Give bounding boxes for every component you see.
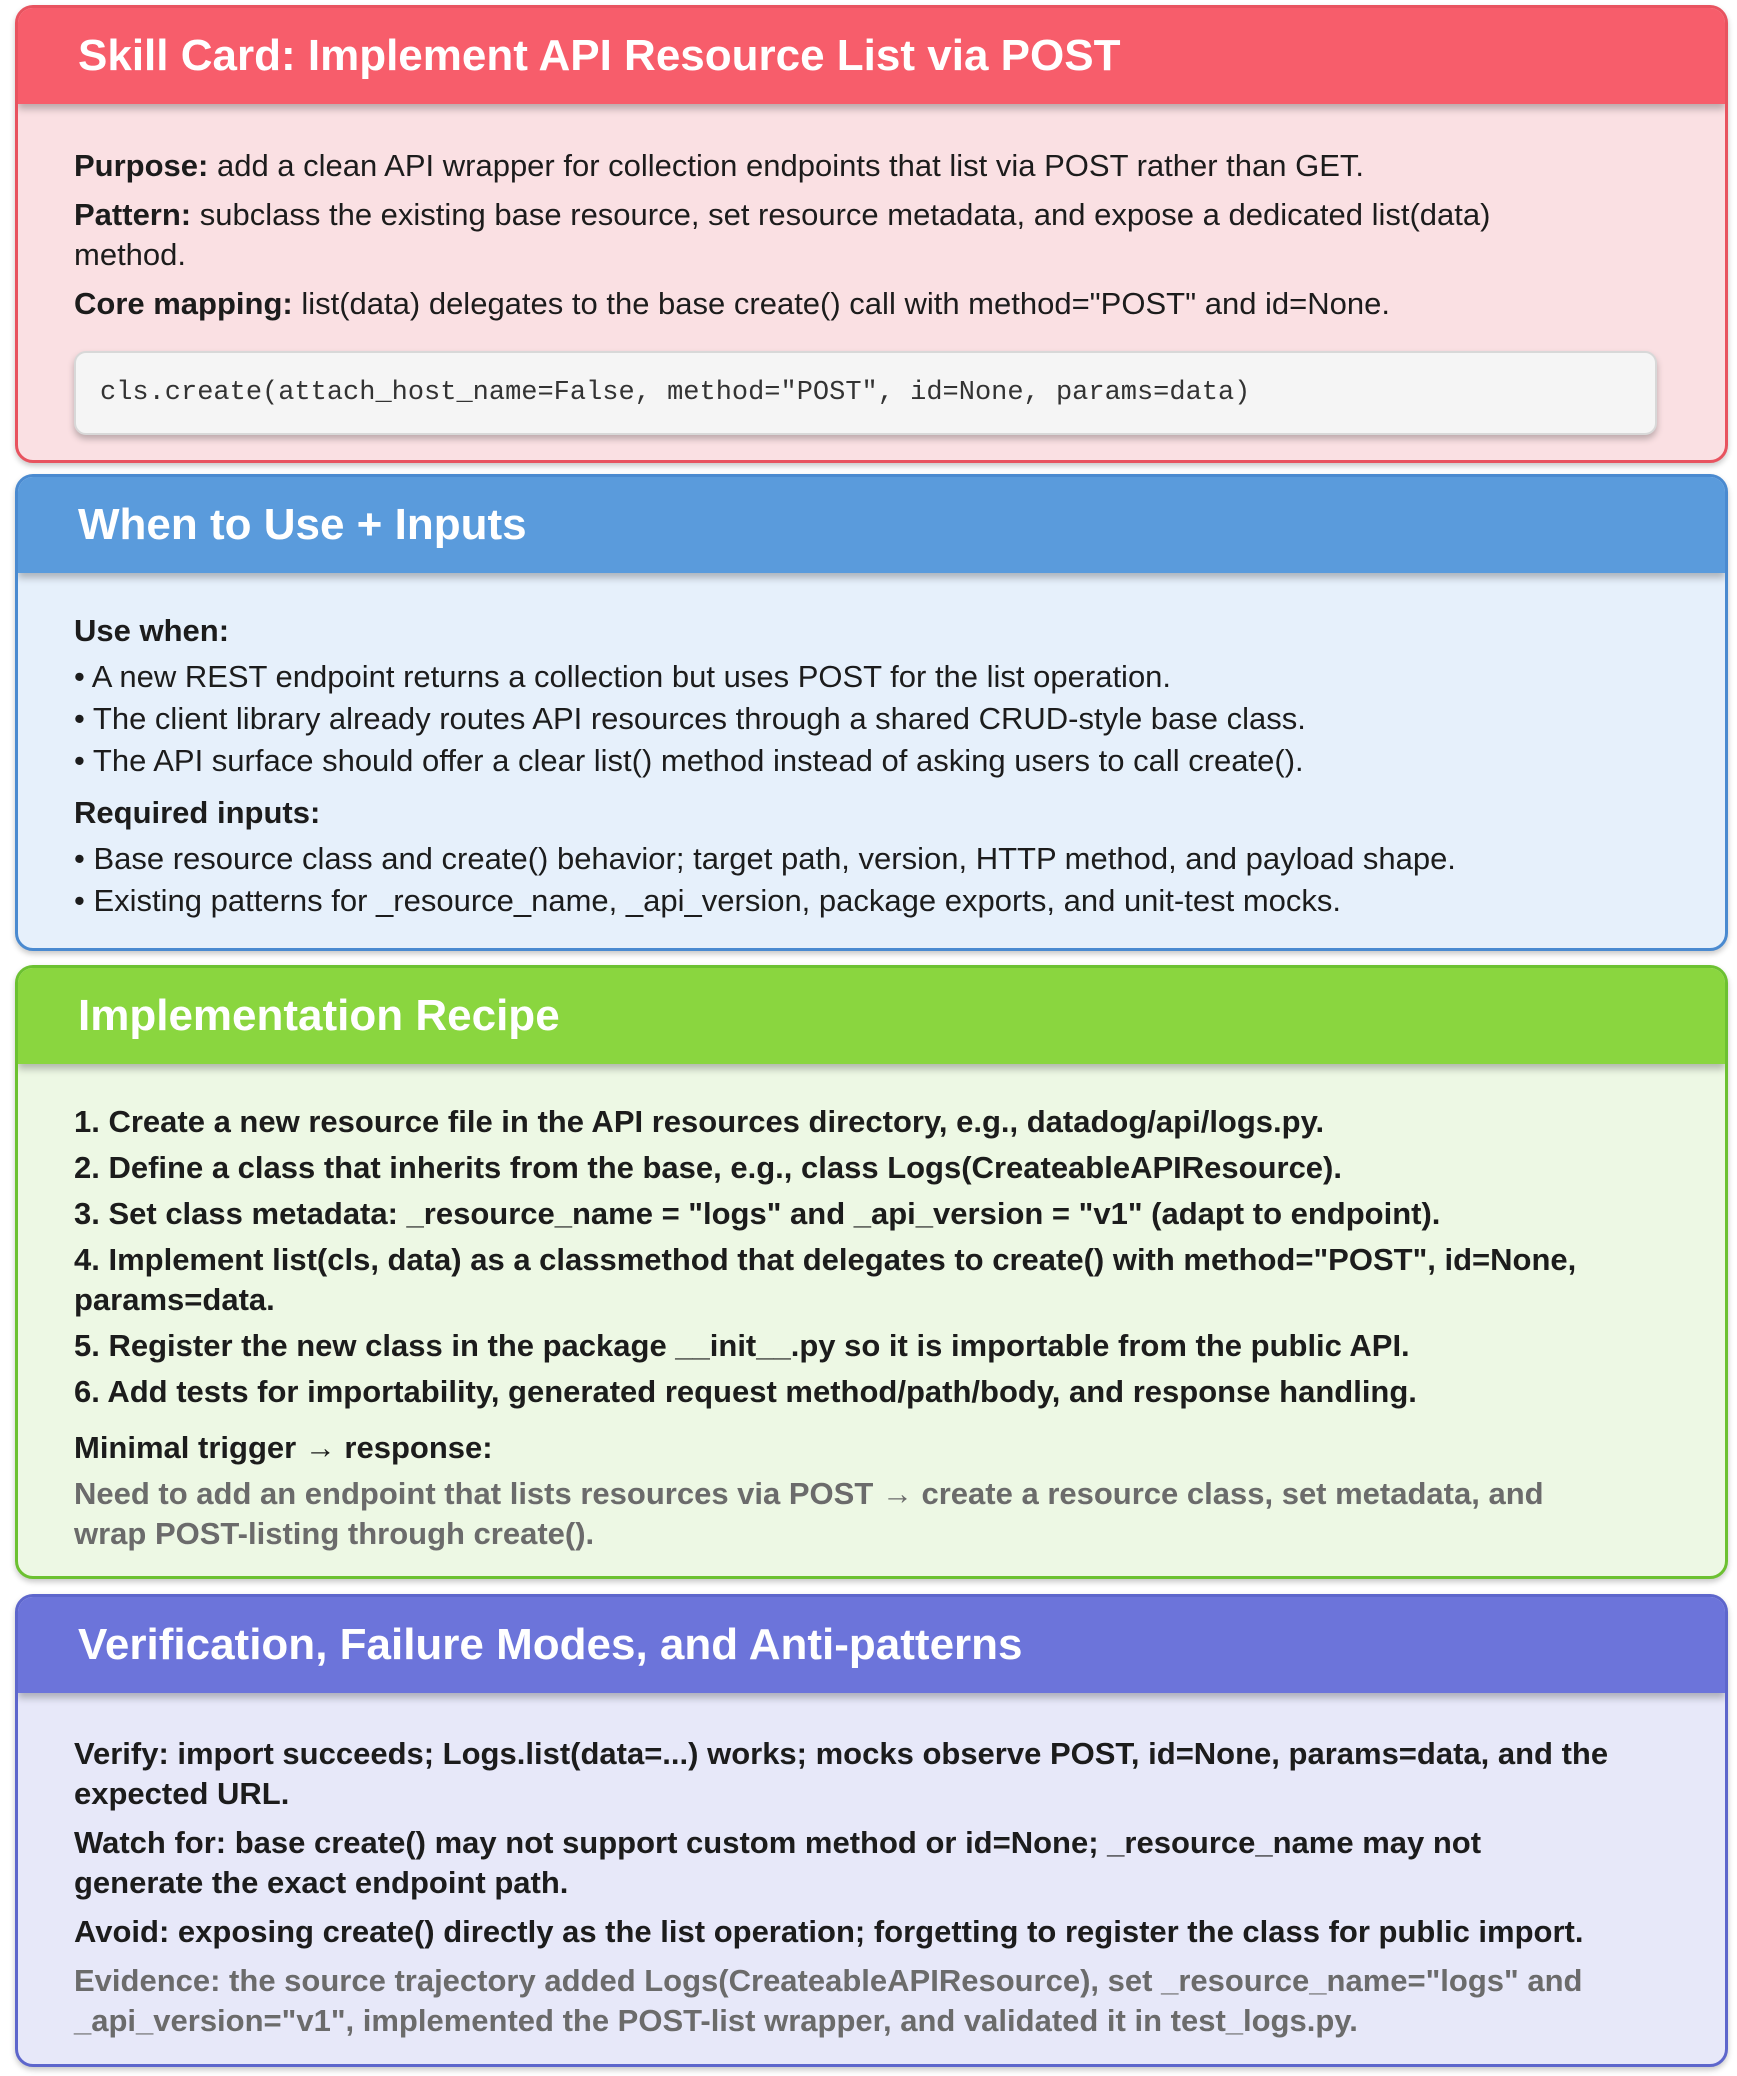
trigger-heading: Minimal trigger → response:: [74, 1430, 493, 1465]
avoid-line: Avoid: exposing create() directly as the list operation; forgetting to register the class for public import.: [74, 1914, 1584, 1949]
recipe-step: 4. Implement list(cls, data) as a classmethod that delegates to create() with method="POST", id=None,: [74, 1242, 1577, 1277]
section-body: [18, 573, 1725, 921]
section-body: [18, 104, 1725, 435]
purpose-label: Purpose:: [74, 148, 209, 183]
core-mapping-text: list(data) delegates to the base create() call with method="POST" and id=None.: [292, 286, 1390, 321]
list-item: • The API surface should offer a clear list() method instead of asking users to call create().: [74, 743, 1304, 778]
evidence-line: _api_version="v1", implemented the POST-list wrapper, and validated it in test_logs.py.: [74, 2003, 1358, 2038]
section-title: Implementation Recipe: [18, 968, 1725, 1064]
verify-paragraph: [74, 1734, 1670, 1814]
recipe-step-continued: params=data.: [74, 1282, 275, 1317]
purpose-text: add a clean API wrapper for collection endpoints that list via POST rather than GET.: [208, 148, 1365, 183]
evidence-paragraph: [74, 1961, 1670, 2041]
recipe-step: 2. Define a class that inherits from the base, e.g., class Logs(CreateableAPIResource).: [74, 1150, 1342, 1185]
verify-line: Verify: import succeeds; Logs.list(data=...) works; mocks observe POST, id=None, params=data, and the: [74, 1736, 1609, 1771]
recipe-step: 3. Set class metadata: _resource_name = "logs" and _api_version = "v1" (adapt to endpoint).: [74, 1196, 1441, 1231]
code-snippet: cls.create(attach_host_name=False, method="POST", id=None, params=data): [74, 351, 1657, 435]
watch-line: Watch for: base create() may not support custom method or id=None; _resource_name may not: [74, 1825, 1482, 1860]
verify-line: expected URL.: [74, 1776, 290, 1811]
trigger-line: wrap POST-listing through create().: [74, 1516, 595, 1551]
list-item: • The client library already routes API resources through a shared CRUD-style base class.: [74, 701, 1306, 736]
required-inputs-list: [74, 839, 1670, 921]
list-item: • Base resource class and create() behavior; target path, version, HTTP method, and payload shape.: [74, 841, 1456, 876]
pattern-label: Pattern:: [74, 197, 192, 232]
recipe-steps: [74, 1102, 1670, 1412]
recipe-step: 6. Add tests for importability, generated request method/path/body, and response handling.: [74, 1374, 1417, 1409]
section-body: [18, 1693, 1725, 2041]
section-title: Verification, Failure Modes, and Anti-patterns: [18, 1597, 1725, 1693]
verification-section: [15, 1594, 1728, 2067]
core-mapping-paragraph: [74, 284, 1670, 324]
list-item: • A new REST endpoint returns a collection but uses POST for the list operation.: [74, 659, 1172, 694]
avoid-paragraph: [74, 1912, 1670, 1952]
use-when-heading: Use when:: [74, 613, 230, 648]
section-body: [18, 1064, 1725, 1554]
pattern-paragraph: [74, 195, 1670, 275]
when-to-use-section: [15, 474, 1728, 951]
section-title: Skill Card: Implement API Resource List via POST: [18, 8, 1725, 104]
required-inputs-heading: Required inputs:: [74, 795, 321, 830]
list-item: • Existing patterns for _resource_name, _api_version, package exports, and unit-test mocks.: [74, 883, 1342, 918]
pattern-text-continued: method.: [74, 237, 187, 272]
implementation-recipe-section: [15, 965, 1728, 1579]
purpose-paragraph: [74, 146, 1670, 186]
use-when-list: [74, 657, 1670, 781]
evidence-line: Evidence: the source trajectory added Logs(CreateableAPIResource), set _resource_name="logs" and: [74, 1963, 1583, 1998]
recipe-step: 1. Create a new resource file in the API resources directory, e.g., datadog/api/logs.py.: [74, 1104, 1325, 1139]
trigger-response-text: [74, 1474, 1670, 1554]
pattern-text: subclass the existing base resource, set resource metadata, and expose a dedicated list(data): [191, 197, 1491, 232]
skill-card-section: [15, 5, 1728, 463]
watch-line: generate the exact endpoint path.: [74, 1865, 569, 1900]
watch-for-paragraph: [74, 1823, 1670, 1903]
section-title: When to Use + Inputs: [18, 477, 1725, 573]
recipe-step: 5. Register the new class in the package __init__.py so it is importable from the public API.: [74, 1328, 1410, 1363]
core-mapping-label: Core mapping:: [74, 286, 293, 321]
trigger-line: Need to add an endpoint that lists resources via POST → create a resource class, set metadata, and: [74, 1476, 1544, 1511]
